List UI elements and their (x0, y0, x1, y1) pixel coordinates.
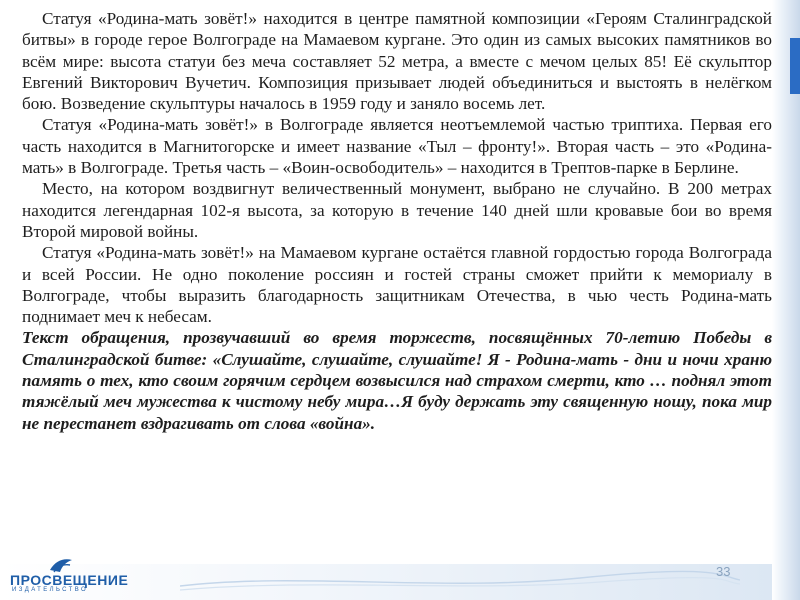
footer-wave-decoration (180, 566, 740, 592)
paragraph-2: Статуя «Родина-мать зовёт!» в Волгограде является неотъемлемой частью триптиха. Первая его часть находится в Магнитогорске и имеет название «Тыл – фронту!». Вторая часть – это «Родина-мать» в Волгограде. Третья часть – «Воин-освободитель» – находится в Трептов-парке в Берлине. (22, 115, 772, 178)
paragraph-4: Статуя «Родина-мать зовёт!» на Мамаевом кургане остаётся главной гордостью города Волгограда и всей России. Не одно поколение россиян и гостей страны сможет прийти к мемориалу в Волгограде, чтобы выразить благодарность защитникам Отечества, в чью честь Родина-мать поднимает меч к небесам. (22, 243, 772, 327)
slide-text-body (22, 8, 772, 434)
slide-accent-bar (790, 38, 800, 94)
quote-paragraph: Текст обращения, прозвучавший во время торжеств, посвящённых 70-летию Победы в Сталинградской битве: «Слушайте, слушайте, слушайте! Я - Родина-мать - дни и ночи храню память о тех, кто своим горячим сердцем возвысился над страхом смерти, кто … поднял этот тяжёлый меч мужества к чистому небу мира…Я буду держать эту священную ношу, пока мир не перестанет вздрагивать от слова «война». (22, 328, 772, 433)
paragraph-3: Место, на котором воздвигнут величественный монумент, выбрано не случайно. В 200 метрах находится легендарная 102-я высота, за которую в течение 140 дней шли кровавые бои во время Второй мировой войны. (22, 179, 772, 241)
logo-name: ПРОСВЕЩЕНИЕ (10, 572, 129, 588)
publisher-logo (6, 556, 176, 596)
paragraph-1: Статуя «Родина-мать зовёт!» находится в центре памятной композиции «Героям Сталинградской битвы» в городе герое Волгограде на Мамаевом кургане. Это один из самых высоких памятников во всём мире: высота статуи без меча составляет 52 метра, а вместе с мечом целых 85! Её скульптор Евгений Викторович Вучетич. Композиция призывает людей объединиться и выстоять в нелёгком бою. Возведение скульптуры началось в 1959 году и заняло восемь лет. (22, 9, 772, 114)
page-number: 33 (716, 564, 731, 579)
logo-subtitle: ИЗДАТЕЛЬСТВО (12, 587, 89, 593)
